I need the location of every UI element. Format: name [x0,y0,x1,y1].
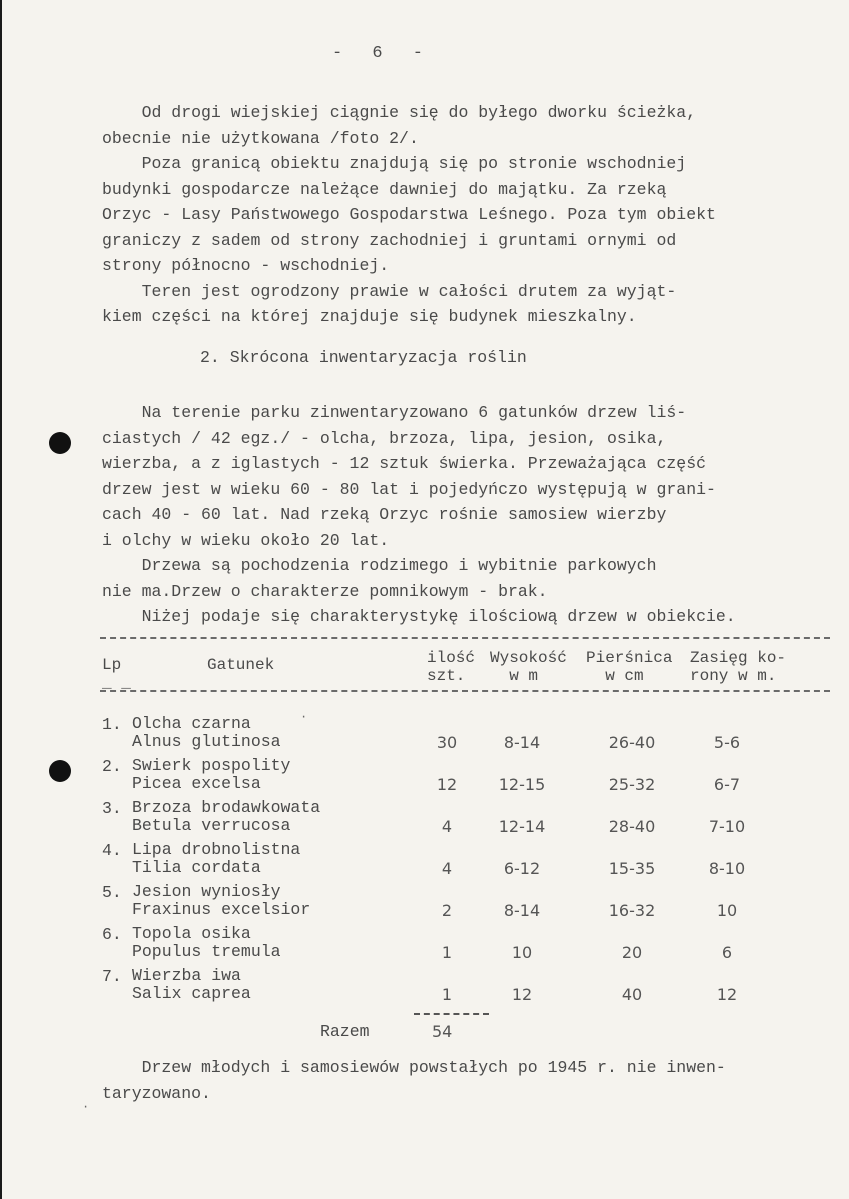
stray-mark: · [300,710,308,724]
species-latin: Populus tremula [132,942,281,961]
species-latin: Tilia cordata [132,858,261,877]
species-polish: Brzoza brodawkowata [132,798,321,817]
header-ilosc: ilość szt. [427,649,476,685]
table-row [102,757,822,799]
species-polish: Lipa drobnolistna [132,840,301,859]
height: 6-12 [503,859,541,878]
row-number: 1. [102,715,122,734]
diameter: 16-32 [608,901,656,920]
punch-hole [49,760,71,782]
table-row [102,799,822,841]
table-row [102,925,822,967]
total-value: 54 [432,1022,453,1041]
header-zasieg: Zasięg ko- rony w m. [690,649,787,685]
crown-spread: 12 [716,985,738,1004]
height: 8-14 [503,901,541,920]
table-top-rule [100,637,830,639]
species-polish: Topola osika [132,924,251,943]
species-polish: Wierzba iwa [132,966,241,985]
diameter: 28-40 [608,817,656,836]
crown-spread: 10 [716,901,738,920]
section-heading: 2. Skrócona inwentaryzacja roślin [200,348,527,367]
quantity: 12 [436,775,458,794]
quantity: 1 [441,943,453,962]
paragraph-inventory: Na terenie parku zinwentaryzowano 6 gatunków drzew liś- ciastych / 42 egz./ - olcha, brzoza, lipa, jesion, osika, wierzba, a z iglastych - 12 sztuk świerka. Przeważająca część drzew jest w wieku 60 - 80 lat i pojedyńczo występują w grani- cach 40 - 60 lat. Nad rzeką Orzyc rośnie samosiew wierzby i olchy w wieku około 20 lat. Drzewa są pochodzenia rodzimego i wybitnie parkowych nie ma.Drzew o charakterze pomnikowym - brak. Niżej podaje się charakterystykę ilościową drzew w obiekcie. [102,403,736,626]
height: 10 [511,943,533,962]
row-number: 7. [102,967,122,986]
crown-spread: 6-7 [713,775,741,794]
row-number: 3. [102,799,122,818]
species-polish: Jesion wyniosły [132,882,281,901]
species-polish: Olcha czarna [132,714,251,733]
header-gatunek: Gatunek [207,656,275,674]
height: 12 [511,985,533,1004]
quantity: 4 [441,817,453,836]
margin-mark: · [82,1100,90,1114]
crown-spread: 7-10 [708,817,746,836]
header-lp-underline: _ _ [102,674,131,692]
diameter: 20 [621,943,643,962]
diameter: 25-32 [608,775,656,794]
row-number: 5. [102,883,122,902]
height: 12-14 [498,817,546,836]
diameter: 26-40 [608,733,656,752]
table-row [102,715,822,757]
punch-hole [49,432,71,454]
quantity: 30 [436,733,458,752]
table-row [102,841,822,883]
row-number: 4. [102,841,122,860]
table-header-rule [100,690,830,692]
quantity: 1 [441,985,453,1004]
crown-spread: 8-10 [708,859,746,878]
table-row [102,883,822,925]
species-latin: Picea excelsa [132,774,261,793]
crown-spread: 6 [721,943,733,962]
row-number: 6. [102,925,122,944]
header-piersnica: Pierśnica w cm [586,649,673,685]
quantity: 4 [441,859,453,878]
diameter: 15-35 [608,859,656,878]
species-latin: Betula verrucosa [132,816,291,835]
page-number: - 6 - [332,44,434,63]
table-row [102,967,822,1009]
species-latin: Alnus glutinosa [132,732,281,751]
diameter: 40 [621,985,643,1004]
species-polish: Swierk pospolity [132,756,291,775]
height: 8-14 [503,733,541,752]
header-wysokosc: Wysokość w m [490,649,567,685]
paragraph-intro: Od drogi wiejskiej ciągnie się do byłego dworku ścieżka, obecnie nie użytkowana /foto 2/. Poza granicą obiektu znajdują się po stronie wschodniej budynki gospodarcze należące dawniej do majątku. Za rzeką Orzyc - Lasy Państwowego Gospodarstwa Leśnego. Poza tym obiekt graniczy z sadem od strony zachodniej i gruntami ornymi od strony północno - wschodniej. Teren jest ogrodzony prawie w całości drutem za wyjąt- kiem części na której znajduje się budynek mieszkalny. [102,103,716,326]
sum-rule [414,1013,489,1015]
paragraph-closing: Drzew młodych i samosiewów powstałych po 1945 r. nie inwen- taryzowano. [102,1058,726,1103]
total-label: Razem [320,1022,370,1041]
row-number: 2. [102,757,122,776]
height: 12-15 [498,775,546,794]
crown-spread: 5-6 [713,733,741,752]
species-latin: Salix caprea [132,984,251,1003]
header-lp: Lp [102,656,122,674]
species-latin: Fraxinus excelsior [132,900,311,919]
quantity: 2 [441,901,453,920]
